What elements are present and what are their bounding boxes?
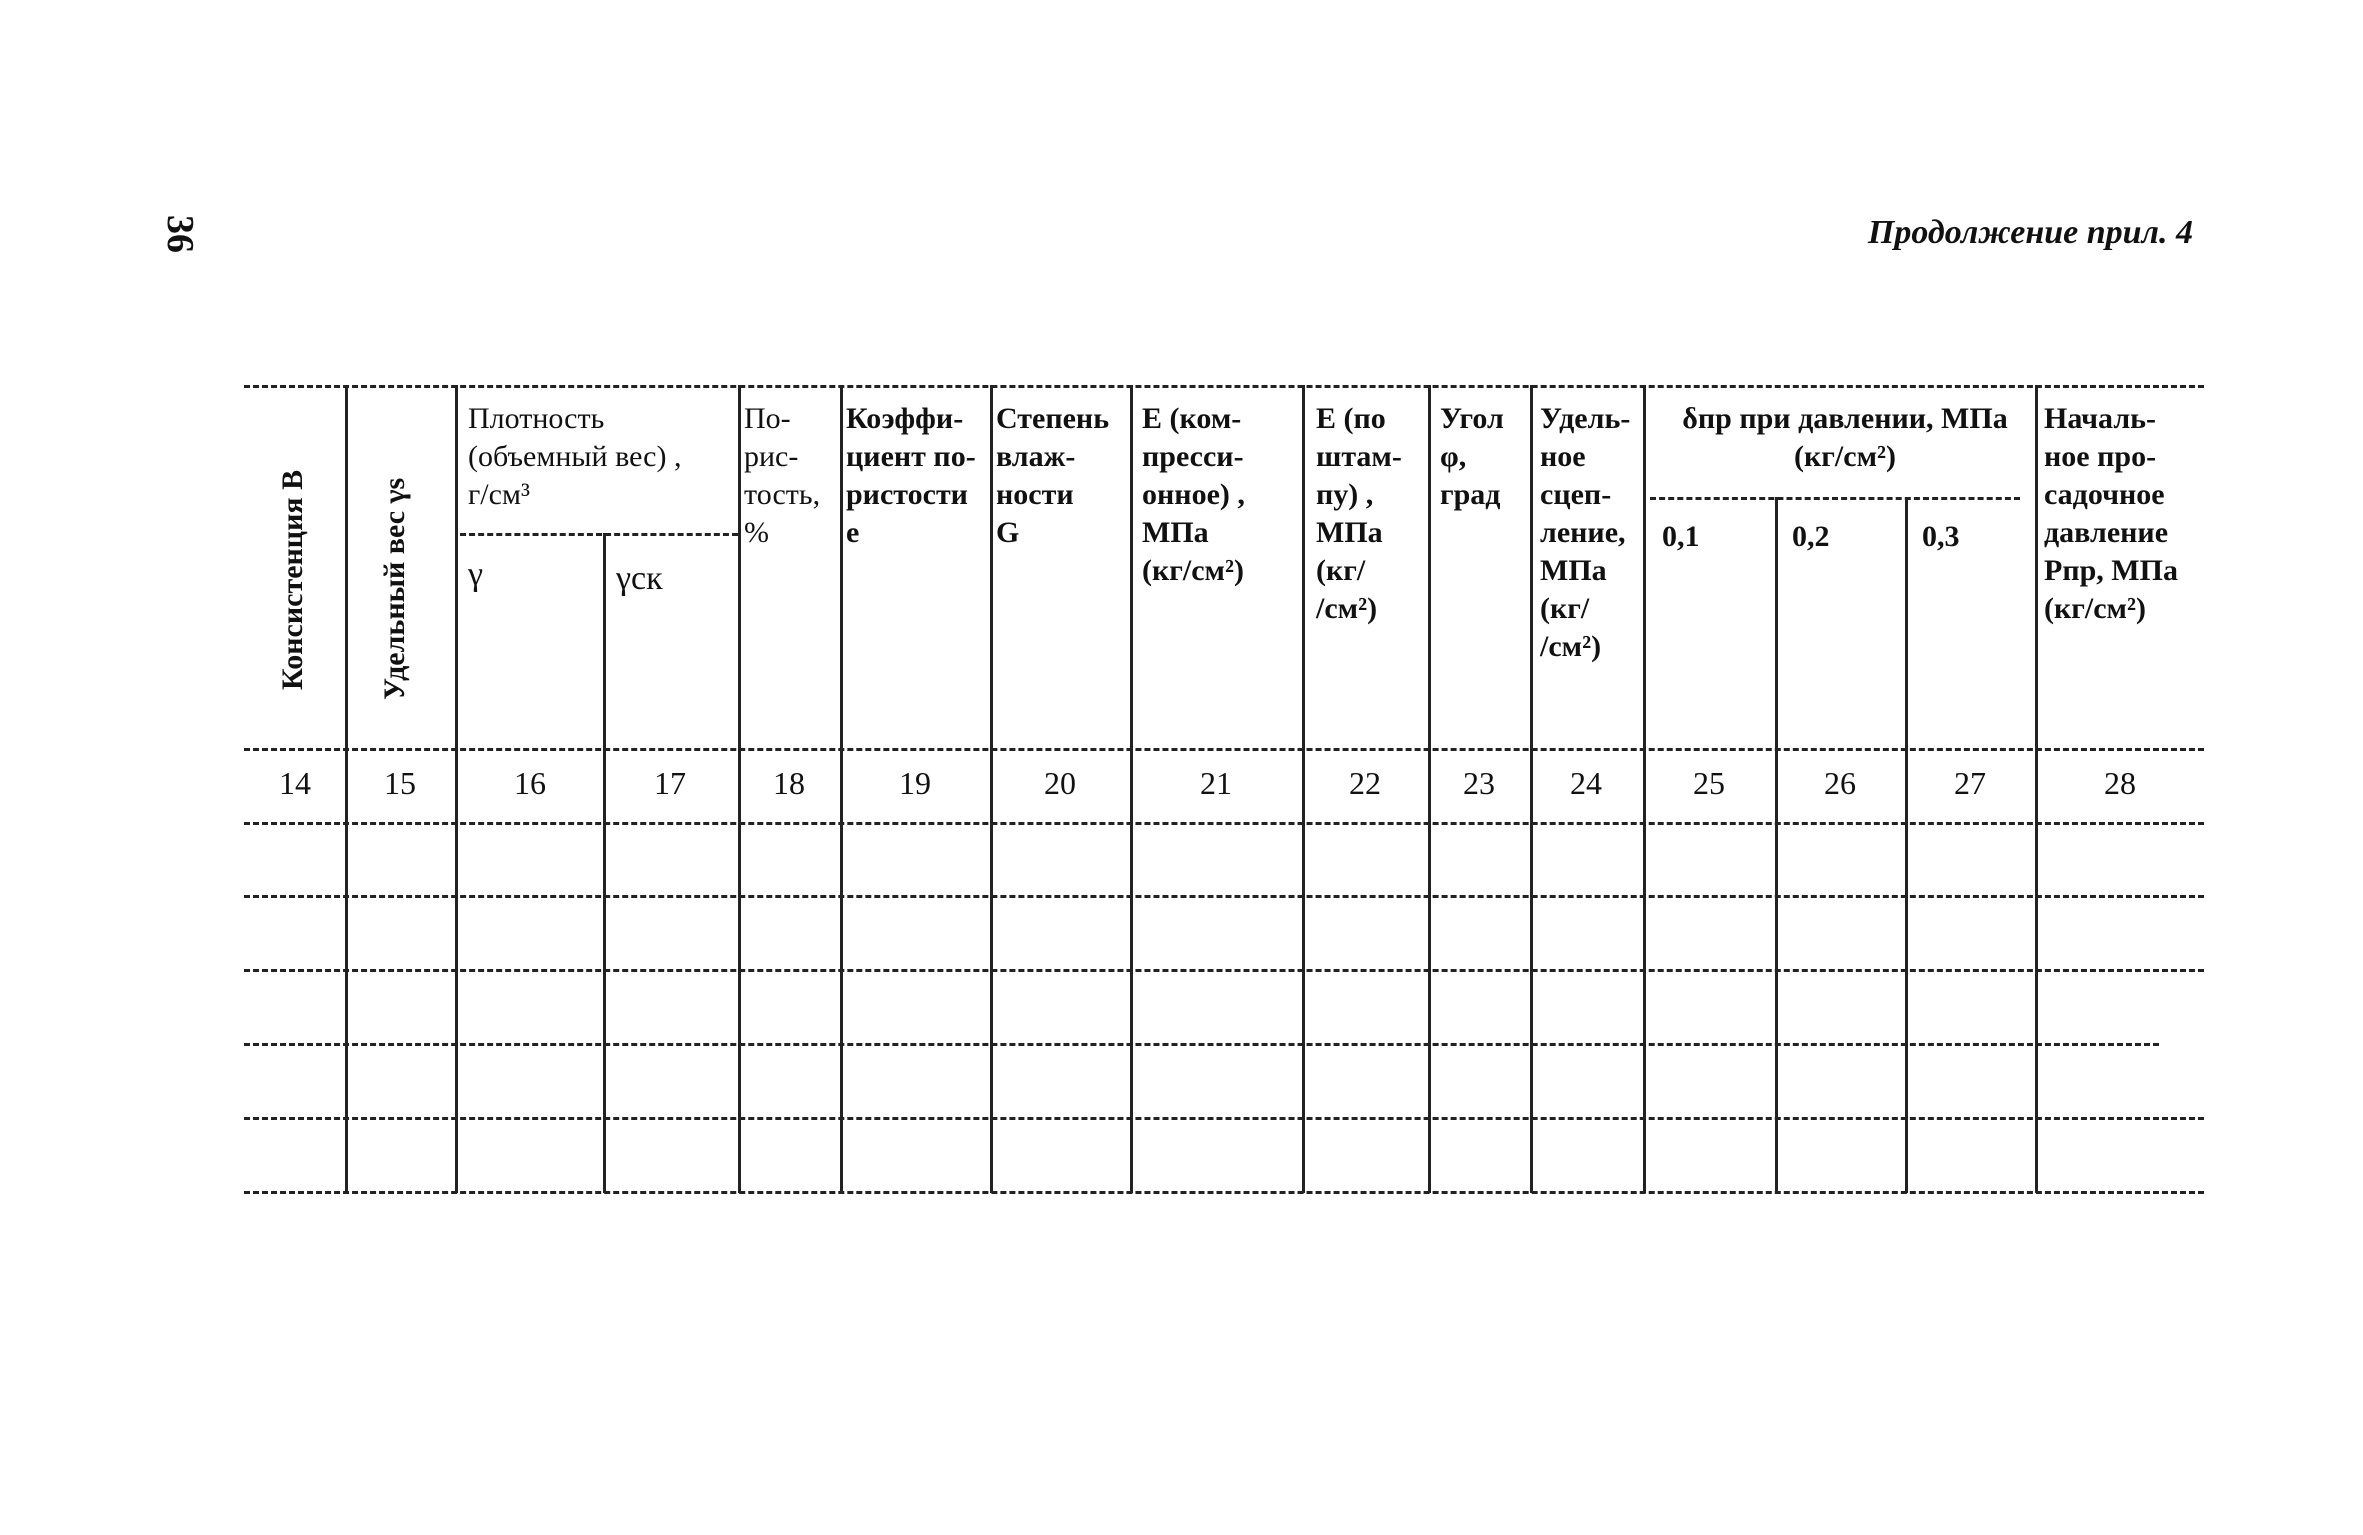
- column-number: 16: [514, 765, 546, 801]
- col-rule: [455, 385, 458, 1193]
- col-rule: [2035, 385, 2038, 1193]
- header-pressure-02: 0,2: [1792, 520, 1830, 553]
- column-number: 19: [899, 765, 931, 801]
- header-cohesion: Удель- ное сцеп- ление, МПа (кг/ /см²): [1540, 402, 1631, 663]
- col-rule: [1130, 385, 1133, 1193]
- column-number: 22: [1349, 765, 1381, 801]
- column-number: 27: [1954, 765, 1986, 801]
- column-number: 20: [1044, 765, 1076, 801]
- header-bottom-rule: [244, 748, 2204, 751]
- col-rule: [990, 385, 993, 1193]
- col-rule: [1530, 385, 1533, 1193]
- col-rule: [840, 385, 843, 1193]
- header-initial-subsidence-pressure: Началь- ное про- садочное давление Pпр, МПа (кг/см²): [2044, 402, 2178, 625]
- header-subsidence-group: δпр при давлении, МПа (кг/см²): [1682, 402, 2008, 473]
- table-row: [244, 1118, 2204, 1190]
- running-head: Продолжение прил. 4: [1867, 214, 2193, 251]
- col-rule: [1775, 497, 1778, 1193]
- column-number: 25: [1693, 765, 1725, 801]
- table-row: [244, 1044, 2204, 1116]
- table-row: [244, 970, 2204, 1042]
- column-number: 14: [279, 765, 311, 801]
- header-pressure-01: 0,1: [1662, 520, 1700, 553]
- column-number: 21: [1200, 765, 1232, 801]
- column-number: 23: [1463, 765, 1495, 801]
- table-bottom-rule: [244, 1191, 2204, 1194]
- header-e-stamp: E (по штам- пу) , МПа (кг/ /см²): [1316, 402, 1402, 625]
- header-porosity: По- рис- тость, %: [744, 402, 821, 549]
- column-number: 28: [2104, 765, 2136, 801]
- header-pressure-03: 0,3: [1922, 520, 1960, 553]
- header-e-compression: E (ком- пресси- онное) , МПа (кг/см²): [1142, 402, 1245, 587]
- page-number: 36: [159, 215, 201, 253]
- column-number: 26: [1824, 765, 1856, 801]
- table-row: [244, 823, 2204, 895]
- table-row: [244, 896, 2204, 968]
- col-rule: [345, 385, 348, 1193]
- pressure-subheader-rule: [1650, 497, 2020, 500]
- column-number: 24: [1570, 765, 1602, 801]
- header-friction-angle: Угол φ, град: [1440, 402, 1504, 511]
- column-number: 15: [384, 765, 416, 801]
- table-top-rule: [244, 385, 2204, 388]
- header-specific-weight: Удельный вес γs: [378, 477, 411, 700]
- column-number: 18: [773, 765, 805, 801]
- header-consistency: Консистенция B: [276, 469, 309, 690]
- header-gamma: γ: [468, 556, 484, 593]
- col-rule: [1905, 497, 1908, 1193]
- header-gamma-sk: γск: [616, 560, 663, 597]
- col-rule: [1643, 385, 1646, 1193]
- density-subheader-rule: [460, 533, 738, 536]
- column-number: 17: [654, 765, 686, 801]
- col-rule: [1302, 385, 1305, 1193]
- header-density-group: Плотность (объемный вес) , г/см³: [468, 402, 682, 511]
- col-rule: [603, 533, 606, 1193]
- header-moisture-degree: Степень влаж- ности G: [996, 402, 1110, 549]
- header-porosity-coefficient: Коэффи- циент по- ристости e: [846, 402, 976, 549]
